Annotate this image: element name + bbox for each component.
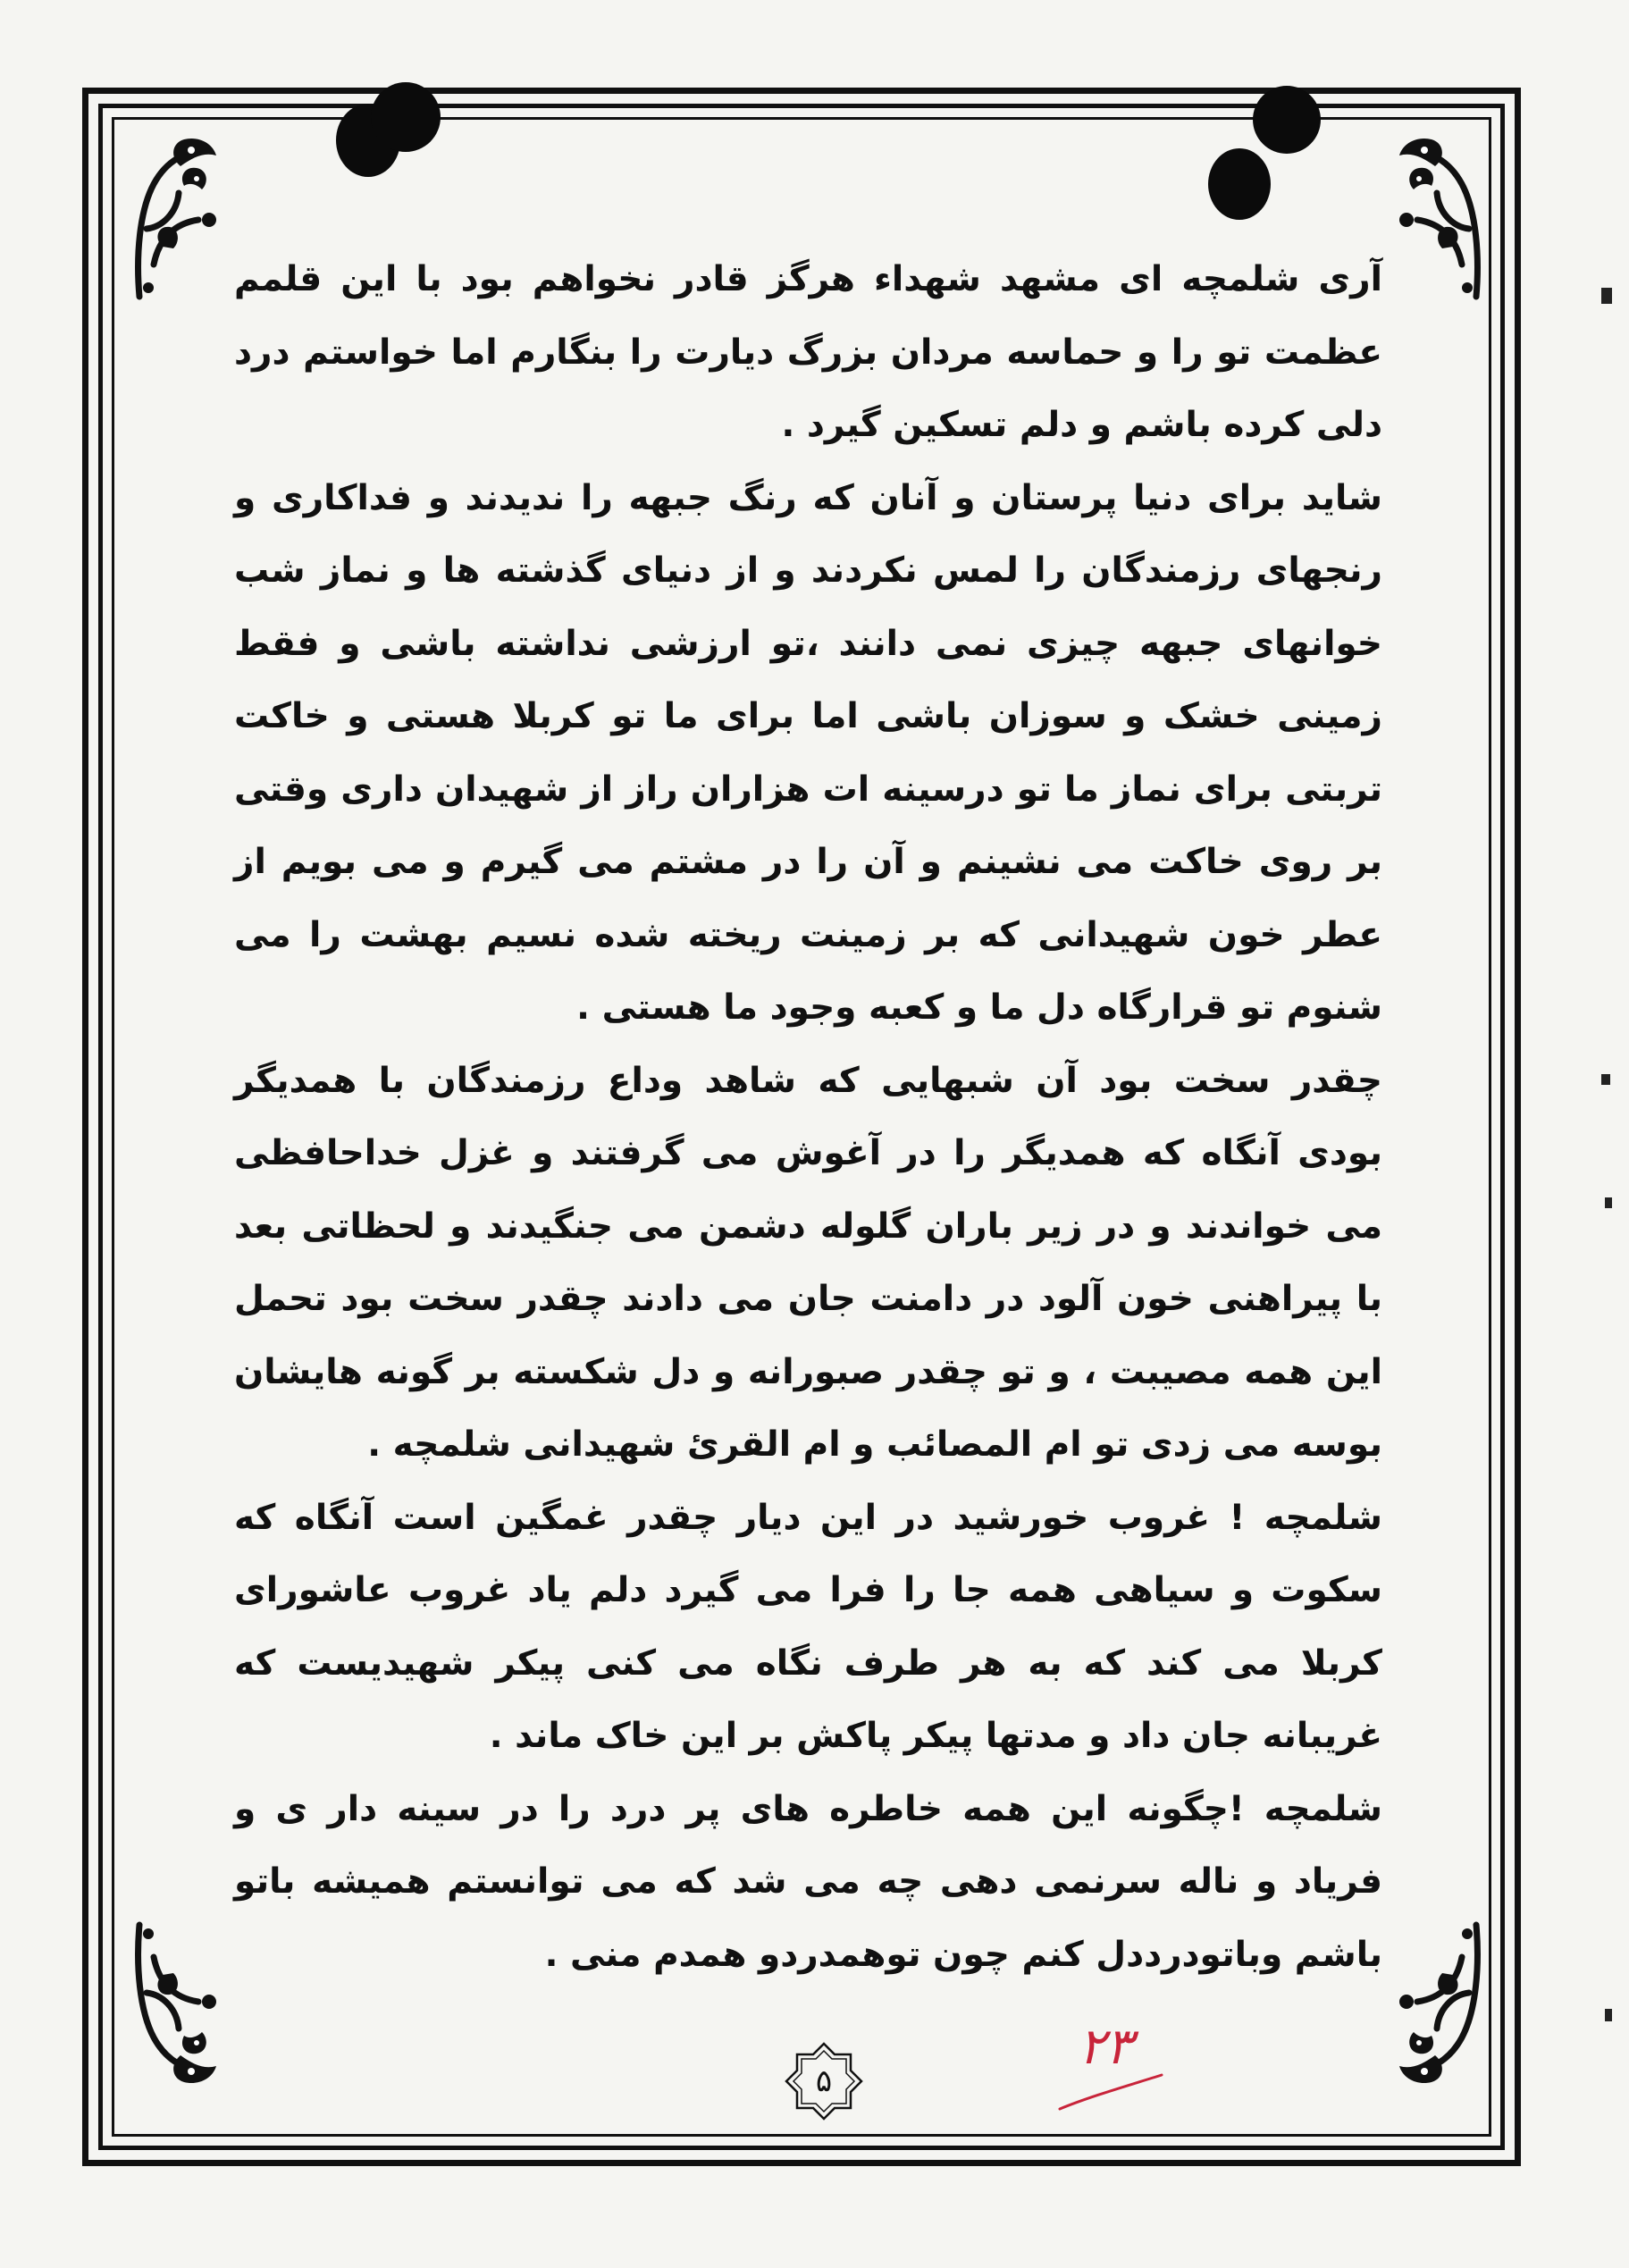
page-number-badge xyxy=(783,2040,865,2122)
punch-hole xyxy=(1253,86,1321,154)
scan-speck xyxy=(1601,288,1612,304)
paragraph-5: شلمچه !چگونه این همه خاطره های پر درد را در سینه دار ی و فریاد و ناله سرنمی دهی چه می شد که می توانستم همیشه باتو باشم وباتودرددل کنم چون توهمدردو همدم منی . xyxy=(234,1788,1382,1975)
handwritten-page-number: ۲۳ xyxy=(1078,2018,1133,2076)
article-body xyxy=(234,243,1382,1991)
paragraph-2: شاید برای دنیا پرستان و آنان که رنگ جبهه را ندیدند و فداکاری و رنجهای رزمندگان را لمس نکردند و از دنیای گذشته ها و نماز شب خوانهای جبهه چیزی نمی دانند ،تو ارزشی نداشته باشی و فقط زمینی خشک و سوزان باشی اما برای ما تو کربلا هستی و خاکت تربتی برای نماز ما تو درسینه ات هزاران راز از شهیدان داری وقتی بر روی خاکت می نشینم و آن را در مشتم می گیرم و می بویم از عطر خون شهیدانی که بر زمینت ریخته شده نسیم بهشت را می شنوم تو قرارگاه دل ما و کعبه وجود ما هستی . xyxy=(234,477,1382,1028)
corner-ornament-icon xyxy=(127,1921,225,2091)
scan-speck xyxy=(1601,1074,1610,1085)
corner-ornament-icon xyxy=(1390,130,1489,300)
page-number: ۵ xyxy=(815,2063,833,2099)
corner-ornament-icon xyxy=(127,130,225,300)
paragraph-1: آری شلمچه ای مشهد شهداء هرگز قادر نخواهم بود با این قلمم عظمت تو را و حماسه مردان بزرگ دیارت را بنگارم اما خواستم درد دلی کرده باشم و دلم تسکین گیرد . xyxy=(234,259,1382,445)
scan-speck xyxy=(1605,1197,1612,1208)
corner-ornament-icon xyxy=(1390,1921,1489,2091)
punch-hole xyxy=(371,82,441,152)
paragraph-3: چقدر سخت بود آن شبهایی که شاهد وداع رزمندگان با همدیگر بودی آنگاه که همدیگر را در آغوش می گرفتند و غزل خداحافظی می خواندند و در زیر باران گلوله دشمن می جنگیدند و لحظاتی بعد با پیراهنی خون آلود در دامنت جان می دادند چقدر سخت بود تحمل این همه مصیبت ، و تو چقدر صبورانه و دل شکسته بر گونه هایشان بوسه می زدی تو ام المصائب و ام القریٔ شهیدانی شلمچه . xyxy=(234,1060,1382,1465)
paragraph-4: شلمچه ! غروب خورشید در این دیار چقدر غمگین است آنگاه که سکوت و سیاهی همه جا را فرا می گیرد دلم یاد غروب عاشورای کربلا می کند که به هر طرف نگاه می کنی پیکر شهیدیست که غریبانه جان داد و مدتها پیکر پاکش بر این خاک ماند . xyxy=(234,1497,1382,1756)
punch-hole xyxy=(1208,148,1271,220)
scan-speck xyxy=(1605,2009,1612,2021)
